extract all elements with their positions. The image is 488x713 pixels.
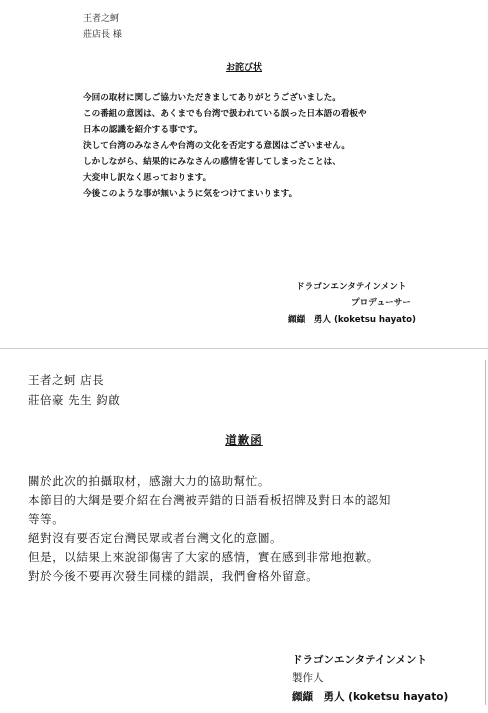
jp-signer-name: 纐纈 勇人 (koketsu hayato) — [288, 315, 416, 325]
jp-body-line: 決して台湾のみなさんや台湾の文化を否定する意図はございません。 — [83, 141, 350, 151]
zh-recipient-name: 莊倍豪 先生 鈞啟 — [28, 393, 121, 407]
jp-company-name: ドラゴンエンタテインメント — [296, 282, 407, 292]
zh-letter-body — [28, 472, 468, 586]
jp-body-line: 日本の認識を紹介する事です。 — [83, 125, 203, 135]
zh-body-line: 等等。 — [28, 512, 65, 526]
jp-recipient-name: 莊店長 様 — [83, 30, 122, 40]
zh-body-line: 關於此次的拍攝取材，感謝大力的協助幫忙。 — [28, 474, 270, 488]
zh-body-line: 對於今後不要再次發生同樣的錯誤，我們會格外留意。 — [28, 569, 319, 583]
jp-signer-role: プロデューサー — [351, 298, 411, 308]
zh-body-line: 絕對沒有要否定台灣民眾或者台灣文化的意圖。 — [28, 531, 283, 545]
zh-signer-role: 製作人 — [292, 672, 324, 684]
zh-title-text: 道歉函 — [225, 433, 263, 447]
jp-body-line: 今後このような事が無いように気をつけてまいります。 — [83, 189, 298, 199]
jp-body-line: 大変申し訳なく思っております。 — [83, 173, 212, 183]
zh-body-line: 但是，以結果上來說卻傷害了大家的感情，實在感到非常地抱歉。 — [28, 550, 379, 564]
jp-recipient-store: 王者之蚵 — [83, 14, 120, 24]
zh-signer-name: 纐纈 勇人 (koketsu hayato) — [292, 691, 449, 703]
zh-recipient-store: 王者之蚵 店長 — [28, 373, 105, 387]
zh-letter-title — [0, 432, 488, 448]
jp-title-text: お詫び状 — [225, 63, 262, 73]
jp-letter-body — [83, 90, 443, 202]
jp-letter-title — [0, 60, 488, 76]
zh-company-name: ドラゴンエンタテインメント — [292, 654, 428, 666]
jp-body-line: 今回の取材に関しご協力いただきましてありがとうございました。 — [83, 93, 341, 103]
section-divider — [0, 348, 488, 349]
chinese-letter — [0, 360, 488, 713]
jp-body-line: しかしながら、結果的にみなさんの感情を害してしまったことは、 — [83, 157, 341, 167]
jp-body-line: この番組の意図は、あくまでも台湾で扱われている誤った日本語の看板や — [83, 109, 367, 119]
zh-body-line: 本節目的大綱是要介紹在台灣被弄錯的日語看板招牌及對日本的認知 — [28, 493, 391, 507]
japanese-letter — [0, 0, 488, 345]
